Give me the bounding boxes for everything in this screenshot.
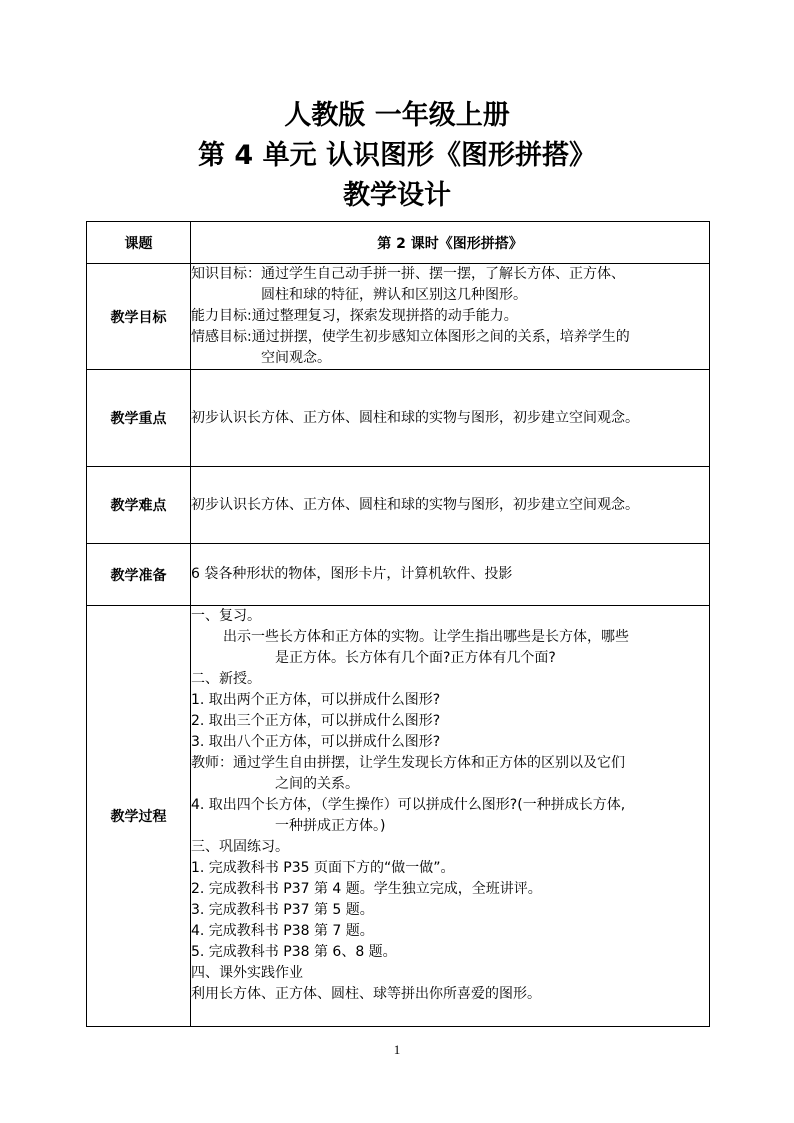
row-goals: [87, 264, 710, 370]
process-line: 5. 完成教科书 P38 第 6、8 题。: [191, 944, 397, 960]
process-line: 之间的关系。: [275, 776, 359, 792]
value-key-points: [191, 370, 710, 467]
row-preparation: [87, 544, 710, 606]
goal-line: 空间观念。: [261, 350, 331, 366]
process-line: 一、复习。: [191, 608, 261, 624]
process-line: 2. 取出三个正方体，可以拼成什么图形?: [191, 713, 441, 729]
goal-line: 情感目标:通过拼摆，使学生初步感知立体图形之间的关系，培养学生的: [191, 329, 630, 345]
lesson-plan-table: [86, 221, 710, 1027]
page-number: 1: [393, 1042, 401, 1057]
key-points-text: 初步认识长方体、正方体、圆柱和球的实物与图形，初步建立空间观念。: [191, 409, 639, 426]
process-line: 三、巩固练习。: [191, 839, 289, 855]
title-doc-type: 教学设计: [343, 180, 451, 211]
process-line: 二、新授。: [191, 671, 261, 687]
process-line: 2. 完成教科书 P37 第 4 题。学生独立完成，全班讲评。: [191, 881, 542, 897]
process-line: 3. 完成教科书 P37 第 5 题。: [191, 902, 374, 918]
process-line: 4. 取出四个长方体，（学生操作）可以拼成什么图形?(一种拼成长方体,: [191, 797, 626, 813]
label-goals: 教学目标: [87, 264, 191, 370]
title-unit: 第 4 单元 认识图形《图形拼搭》: [198, 140, 596, 171]
document-title-block: [0, 96, 794, 216]
row-key-points: [87, 370, 710, 467]
goal-line: 圆柱和球的特征，辨认和区别这几种图形。: [261, 287, 527, 303]
process-line: 是正方体。长方体有几个面?正方体有几个面?: [275, 650, 556, 666]
value-process: [191, 606, 710, 1027]
value-preparation: [191, 544, 710, 606]
process-line: 利用长方体、正方体、圆柱、球等拼出你所喜爱的图形。: [191, 986, 541, 1002]
preparation-text: 6 袋各种形状的物体，图形卡片，计算机软件、投影: [191, 566, 513, 582]
label-key-points: 教学重点: [87, 370, 191, 467]
row-difficulties: [87, 467, 710, 544]
label-preparation: 教学准备: [87, 544, 191, 606]
process-line: 3. 取出八个正方体，可以拼成什么图形?: [191, 734, 441, 750]
label-topic: 课题: [87, 222, 191, 264]
difficulties-text: 初步认识长方体、正方体、圆柱和球的实物与图形，初步建立空间观念。: [191, 496, 639, 513]
title-edition: 人教版 一年级上册: [284, 100, 510, 131]
process-line: 1. 取出两个正方体，可以拼成什么图形?: [191, 692, 441, 708]
goal-line: 知识目标：通过学生自己动手拼一拼、摆一摆，了解长方体、正方体、: [191, 266, 625, 282]
value-difficulties: [191, 467, 710, 544]
process-line: 1. 完成教科书 P35 页面下方的“做一做”。: [191, 860, 455, 876]
label-difficulties: 教学难点: [87, 467, 191, 544]
row-topic: [87, 222, 710, 264]
process-line: 教师：通过学生自由拼摆，让学生发现长方体和正方体的区别以及它们: [191, 755, 625, 771]
value-goals: [191, 264, 710, 370]
process-line: 4. 完成教科书 P38 第 7 题。: [191, 923, 374, 939]
process-line: 四、课外实践作业: [191, 965, 303, 981]
label-process: 教学过程: [87, 606, 191, 1027]
process-line: 一种拼成正方体。): [275, 818, 386, 834]
value-topic: 第 2 课时《图形拼搭》: [191, 222, 710, 264]
goal-line: 能力目标:通过整理复习，探索发现拼搭的动手能力。: [191, 308, 518, 324]
process-line: 出示一些长方体和正方体的实物。让学生指出哪些是长方体，哪些: [223, 629, 629, 645]
row-process: [87, 606, 710, 1027]
